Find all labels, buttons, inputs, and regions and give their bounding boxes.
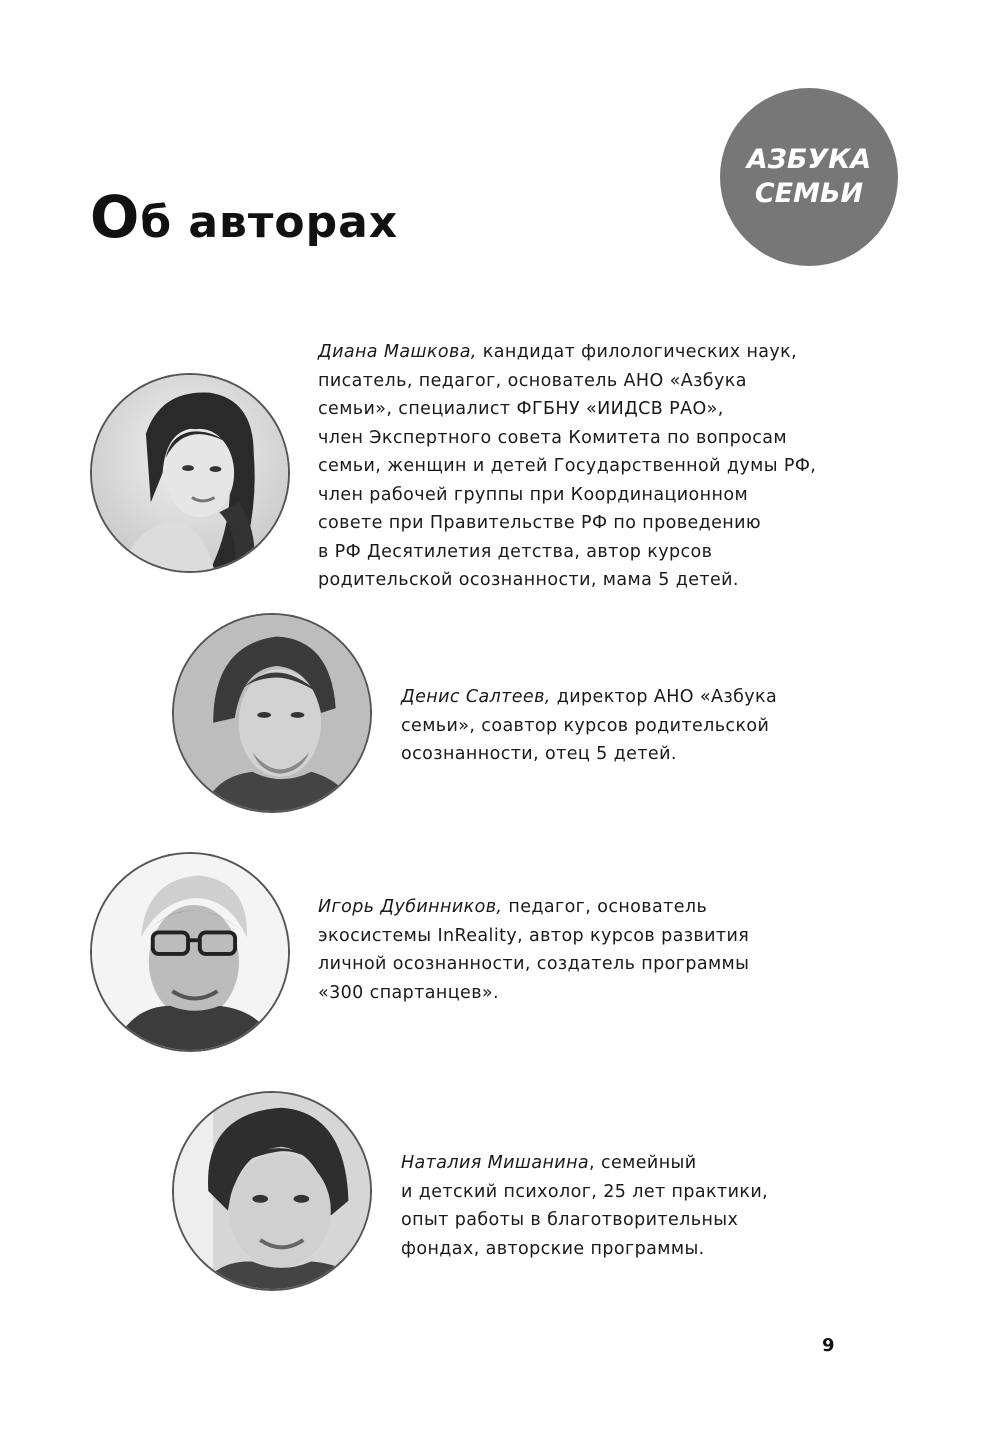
author-bio-1-line-2: писатель, педагог, основатель АНО «Азбука: [318, 370, 747, 391]
page-number: 9: [822, 1335, 835, 1356]
author-portrait-2: [174, 615, 370, 811]
author-bio-1-line-3: семьи», специалист ФГБНУ «ИИДСВ РАО»,: [318, 399, 724, 419]
author-name-2: Денис Салтеев,: [401, 687, 551, 707]
author-portrait-4: [174, 1093, 370, 1289]
author-photo-3: [90, 852, 290, 1052]
author-name-1: Диана Машкова,: [318, 342, 477, 362]
author-bio-1: [318, 338, 878, 595]
author-bio-2-line-3: осознанности, отец 5 детей.: [401, 744, 677, 764]
author-bio-1-line-6: член рабочей группы при Координационном: [318, 484, 749, 505]
author-photo-2: [172, 613, 372, 813]
author-bio-3-line-4: «300 спартанцев».: [318, 982, 499, 1003]
author-bio-4-line-4: фондах, авторские программы.: [401, 1238, 705, 1259]
author-name-4: Наталия Мишанина: [401, 1153, 590, 1173]
author-bio-4: [401, 1149, 901, 1263]
author-bio-2: [401, 683, 901, 769]
page-title-first-letter: О: [90, 183, 141, 251]
page-title-rest: б авторах: [140, 197, 399, 248]
author-name-3: Игорь Дубинников,: [318, 897, 503, 917]
author-portrait-1: [92, 375, 288, 571]
author-bio-4-line-2: и детский психолог, 25 лет практики,: [401, 1181, 769, 1202]
author-bio-2-line-2: семьи», соавтор курсов родительской: [401, 715, 770, 736]
author-bio-3-line-2: экосистемы InReality, автор курсов развития: [318, 925, 750, 946]
series-badge: [720, 88, 898, 266]
author-photo-1: [90, 373, 290, 573]
author-bio-1-line-4: член Экспертного совета Комитета по вопросам: [318, 427, 788, 448]
author-bio-1-line-7: совете при Правительстве РФ по проведению: [318, 513, 762, 533]
author-bio-1-line-5: семьи, женщин и детей Государственной думы РФ,: [318, 456, 817, 476]
author-photo-4: [172, 1091, 372, 1291]
author-portrait-3: [92, 854, 288, 1050]
author-bio-4-line-1: , семейный: [589, 1153, 697, 1173]
author-bio-3-line-3: личной осознанности, создатель программы: [318, 954, 750, 974]
author-bio-1-line-8: в РФ Десятилетия детства, автор курсов: [318, 541, 713, 562]
author-bio-3-line-1: педагог, основатель: [502, 897, 708, 917]
series-badge-line-1: АЗБУКА: [746, 144, 872, 175]
author-bio-1-line-9: родительской осознанности, мама 5 детей.: [318, 570, 739, 590]
author-bio-4-line-3: опыт работы в благотворительных: [401, 1210, 739, 1230]
series-badge-line-2: СЕМЬИ: [754, 178, 864, 209]
author-bio-3: [318, 893, 878, 1007]
page-title: [90, 182, 398, 258]
author-bio-2-line-1: директор АНО «Азбука: [550, 687, 778, 707]
author-bio-1-line-1: кандидат филологических наук,: [476, 342, 798, 362]
